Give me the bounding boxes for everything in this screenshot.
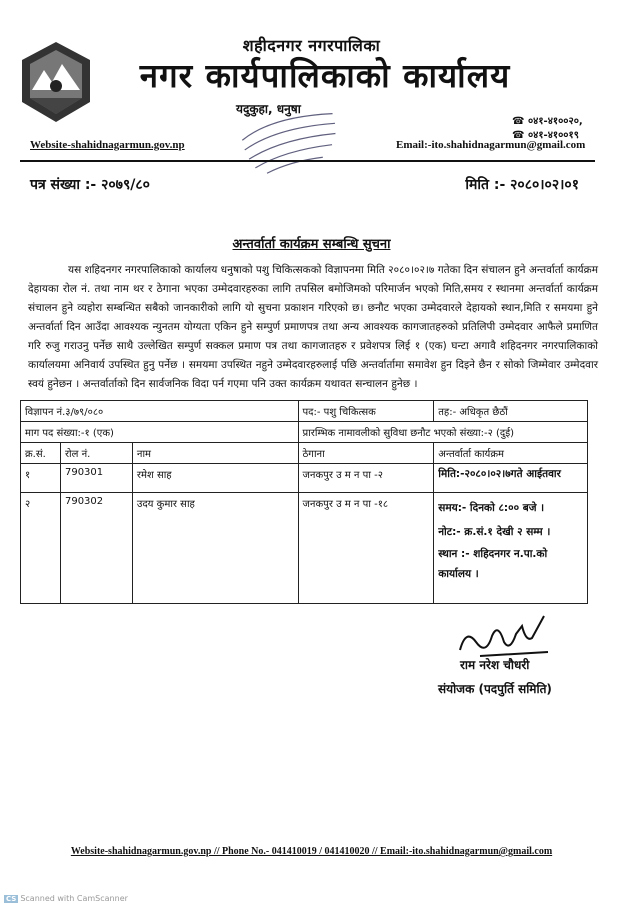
program-place: स्थान :- शहिदनगर न.पा.को कार्यालय ।	[438, 548, 548, 580]
shortlist-count: प्रारम्भिक नामावलीको सुविधा छनौट भएको संख्या:-२ (दुई)	[298, 422, 588, 443]
municipality-logo	[18, 40, 94, 124]
phone-number-1: ☎ ०४१-४१००२०,	[512, 116, 583, 127]
cell-name: उदय कुमार साह	[132, 493, 298, 604]
letter-date: मिति :- २०८०।०२।०१	[465, 177, 579, 193]
table-header-row	[21, 443, 588, 464]
email-address: Email:-ito.shahidnagarmun@gmail.com	[396, 139, 586, 151]
notice-body: यस शहिदनगर नगरपालिकाको कार्यालय धनुषाको पशु चिकित्सकको विज्ञापनमा मिति २०८०।०२।७ गतेका दिन संचालन हुने अन्तर्वार्ता कार्यक्रम देहायका रोल नं. तथा नाम थर र ठेगाना भएका उम्मेदवारहरुका लागि तपसिल बमोजिमको परिमार्जन भएको मिति,समय र स्थानमा अन्तर्वार्ता कार्यक्रम संचालन हुने व्यहोरा सम्बन्धित सबैको जानकारीको लागि यो सुचना प्रकाशन गरिएको छ। छनौट भएका उम्मेदवारले देहायको स्थान,मिति र समयमा हुने अन्तर्वार्ता दिन आउँदा आवश्यक न्युनतम योग्यता एकिन हुने सम्पुर्ण प्रमाणपत्र तथा अन्य आवश्यक कागजातहरुको प्रतिलिपी उम्मेदवार आफैले प्रमाणित गरि रुजु गराउनु पर्नेछ साथै उल्लेखित सम्पुर्ण सक्कल प्रमाण पत्र तथा कागजातहरु र प्रवेशपत्र लिई १ (एक) घन्टा अगावै शहिदनगर नगरपालिकाको कार्यालयमा अनिवार्य उपस्थित हुनु पर्नेछ । समयमा उपस्थित नहुने उम्मेदवारहरुलाई पछि अन्तर्वार्तामा समावेश हुन दिइने छैन र सोको जिम्मेवार उम्मेदवार स्वयं हुनेछन । अन्तर्वार्ताको दिन सार्वजनिक विदा पर्न गएमा पनि उक्त कार्यक्रम यथावत सन्चालन हुनेछ ।	[28, 264, 598, 390]
phone-number-2: ☎ ०४१-४१००१९	[512, 130, 579, 141]
header-address: ठेगाना	[298, 443, 434, 464]
municipality-name: शहीदनगर नगरपालिका	[242, 36, 381, 55]
scan-watermark	[4, 894, 128, 903]
demand-count: माग पद संख्या:-१ (एक)	[21, 422, 299, 443]
cell-sn: १	[21, 464, 61, 493]
cell-name: रमेश साह	[132, 464, 298, 493]
reference-number: पत्र संख्या :- २०७९/८०	[30, 177, 150, 193]
program-details	[434, 493, 588, 604]
interview-table	[20, 400, 588, 604]
cell-roll: 790302	[60, 493, 132, 604]
cell-address: जनकपुर उ म न पा -१८	[298, 493, 434, 604]
header-sn: क्र.सं.	[21, 443, 61, 464]
ad-number: विज्ञापन नं.३/७९/०८०	[21, 401, 299, 422]
cell-address: जनकपुर उ म न पा -२	[298, 464, 434, 493]
header-roll: रोल नं.	[60, 443, 132, 464]
header-program: अन्तर्वार्ता कार्यक्रम	[434, 443, 588, 464]
table-row	[21, 422, 588, 443]
website-link[interactable]: Website-shahidnagarmun.gov.np	[30, 139, 185, 151]
cell-sn: २	[21, 493, 61, 604]
cell-roll: 790301	[60, 464, 132, 493]
signer-title: संयोजक (पदपुर्ति समिति)	[438, 682, 552, 696]
header-name: नाम	[132, 443, 298, 464]
program-date: मिति:-२०८०।०२।७गते आईतवार	[434, 464, 588, 493]
office-stamp	[238, 106, 348, 176]
scan-watermark-text: Scanned with CamScanner	[20, 894, 128, 903]
table-row	[21, 401, 588, 422]
footer-contact: Website-shahidnagarmun.gov.np // Phone No.- 041410019 / 041410020 // Email:-ito.shahidnagarmun@gmail.com	[70, 846, 553, 857]
post-level: तह:- अधिकृत छैठौं	[434, 401, 588, 422]
table-row	[21, 464, 588, 493]
office-name: नगर कार्यपालिकाको कार्यालय	[139, 56, 511, 95]
program-note: नोट:- क्र.सं.१ देखी २ सम्म ।	[438, 526, 551, 538]
camscanner-icon: CS	[6, 895, 17, 903]
motto: यदुकुहा, धनुषा	[236, 102, 301, 116]
header-divider	[20, 160, 595, 162]
notice-title: अन्तर्वार्ता कार्यक्रम सम्बन्धि सुचना	[232, 237, 391, 252]
program-time: समय:- दिनको ८:०० बजे ।	[438, 502, 545, 514]
signer-name: राम नरेश चौधरी	[460, 658, 530, 672]
post-name: पद:- पशु चिकित्सक	[298, 401, 434, 422]
table-row	[21, 493, 588, 604]
